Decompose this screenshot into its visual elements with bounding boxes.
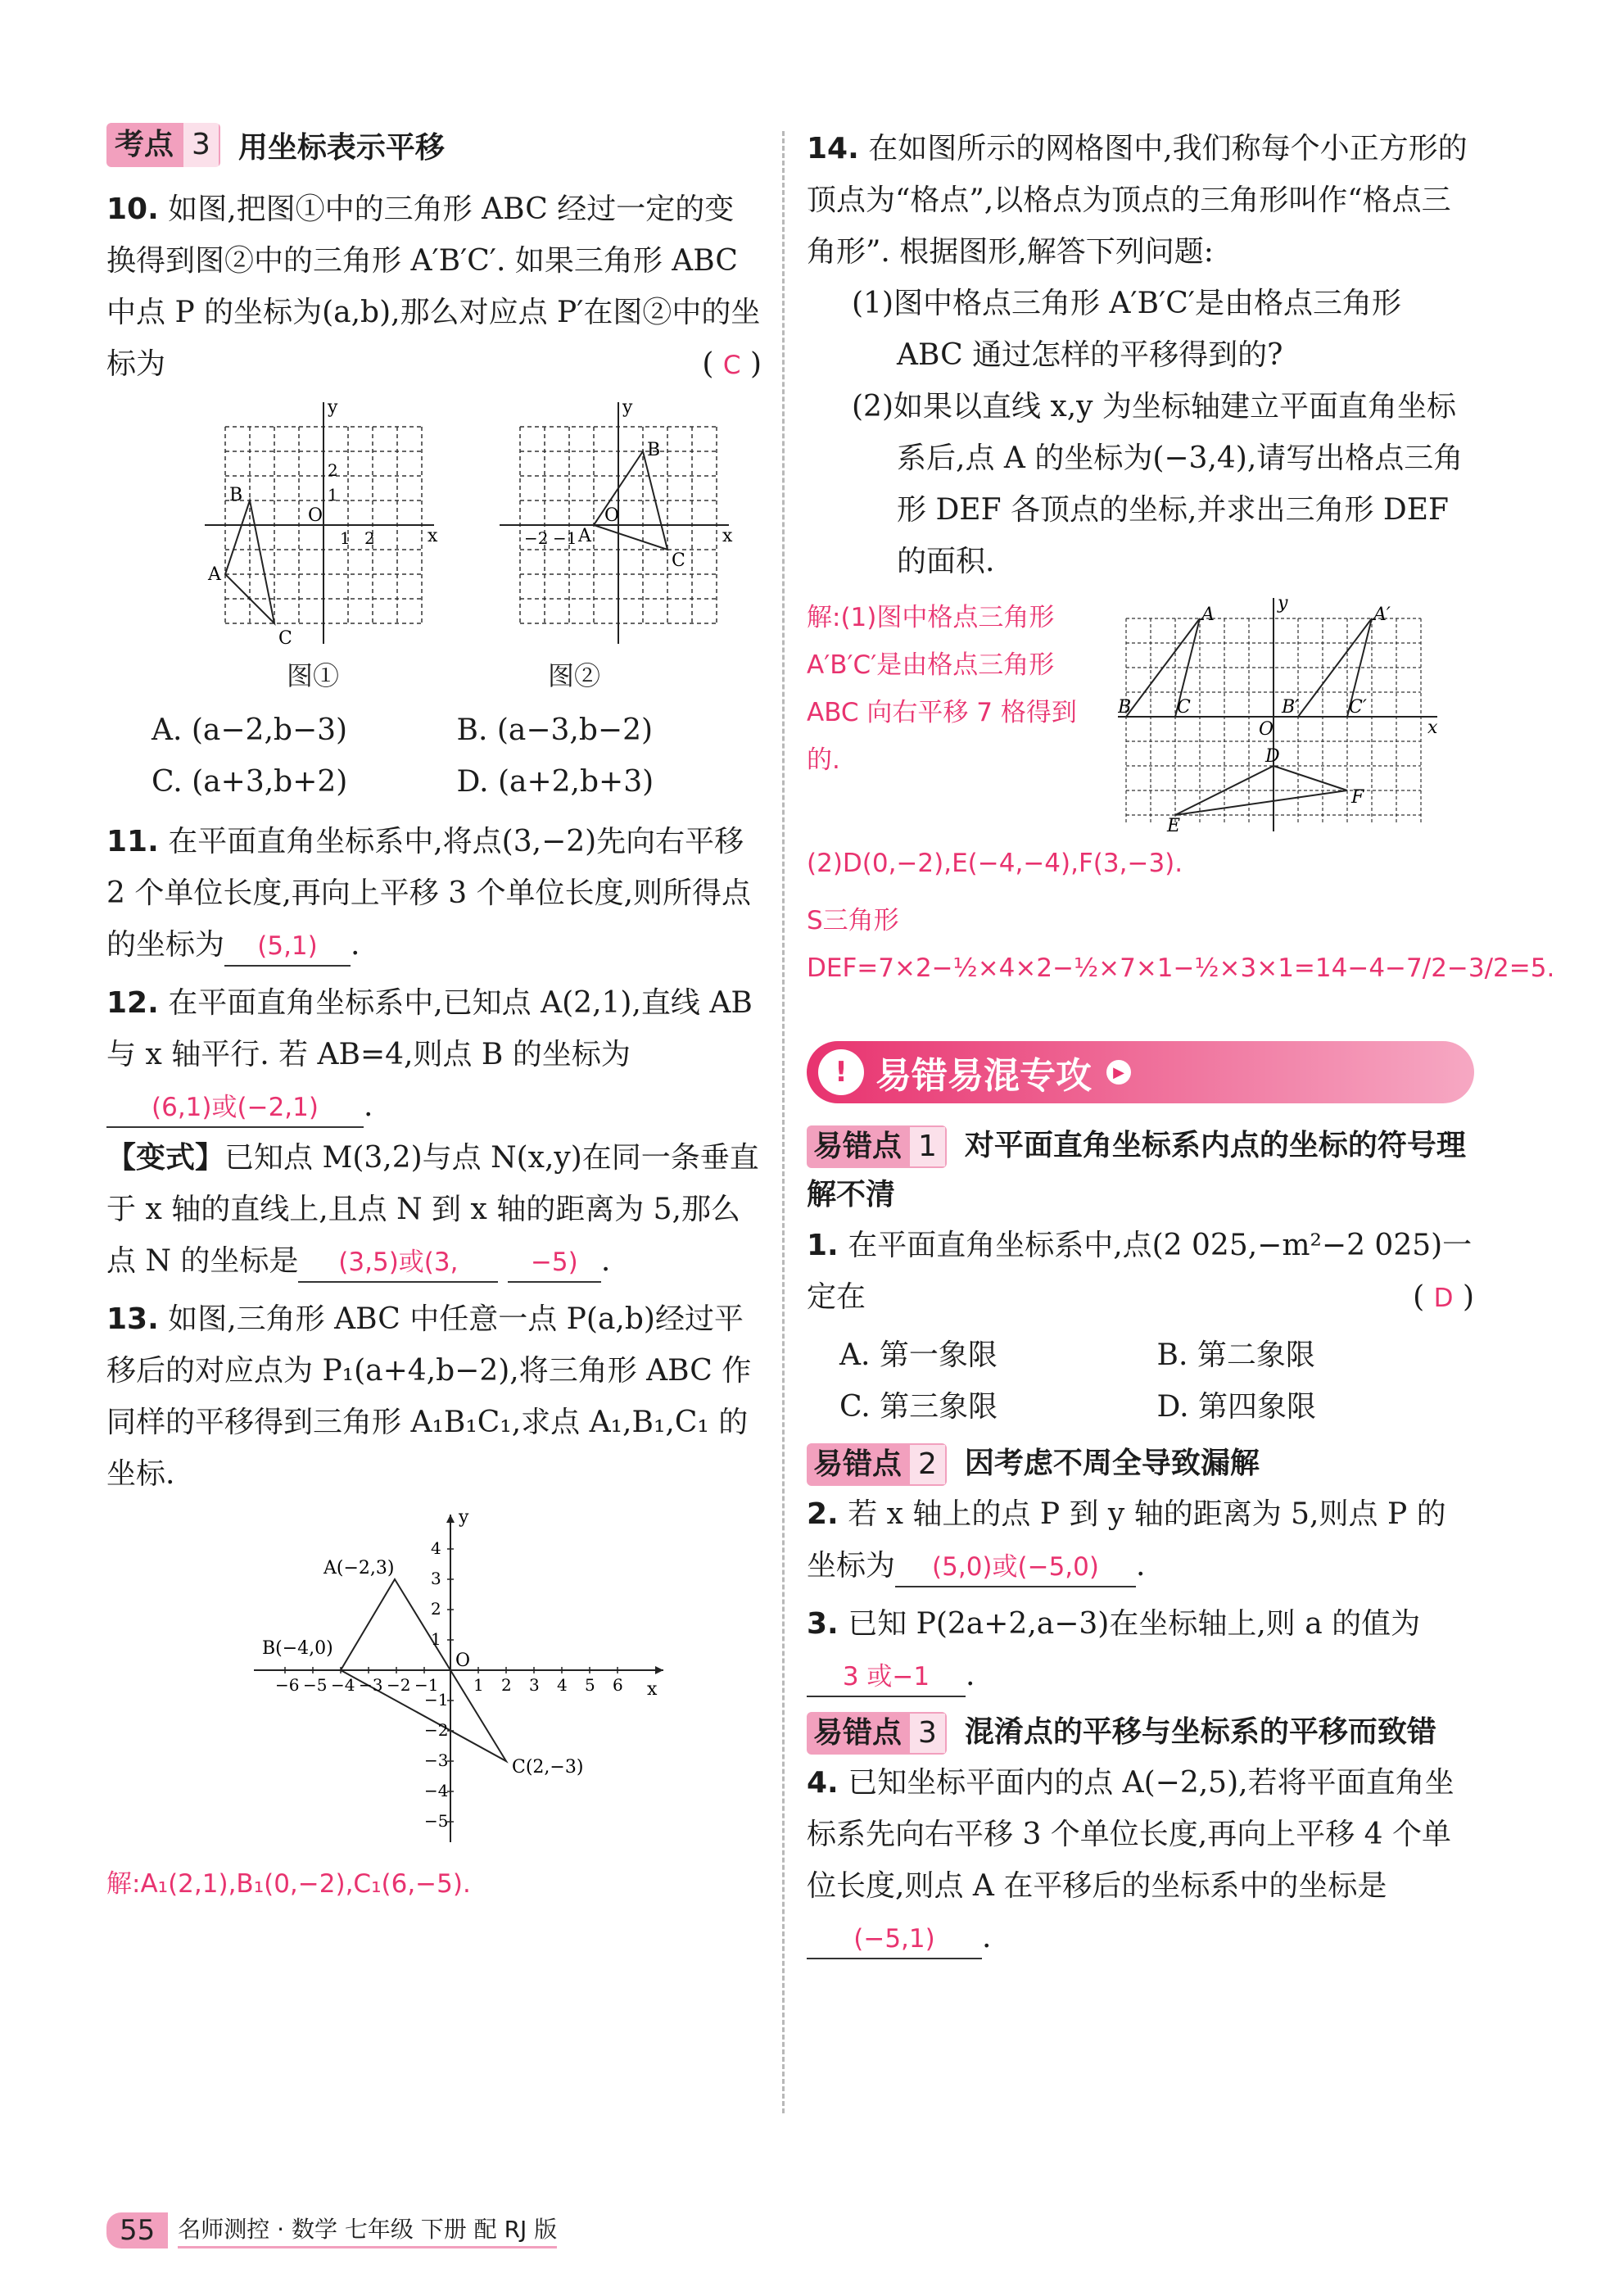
q10-option-c: C. (a+3,b+2)	[152, 765, 348, 799]
q13-solution: 解:A₁(2,1),B₁(0,−2),C₁(6,−5).	[106, 1869, 471, 1899]
q10-number: 10.	[106, 192, 159, 226]
error-point-3-tag	[807, 1712, 947, 1755]
error-point-2-header	[807, 1439, 1474, 1488]
svg-text:A: A	[578, 526, 591, 546]
svg-text:−2: −2	[524, 528, 549, 548]
svg-text:C: C	[1177, 697, 1191, 718]
q12-end: .	[364, 1089, 373, 1123]
kaodian-tag	[106, 123, 220, 167]
eq4-number: 4.	[807, 1766, 839, 1800]
q13-origin-label: O	[455, 1651, 471, 1671]
svg-text:6: 6	[613, 1675, 623, 1695]
svg-text:−3: −3	[359, 1675, 383, 1695]
eq1-number: 1.	[807, 1229, 839, 1262]
svg-text:O: O	[308, 505, 323, 526]
right-column	[807, 123, 1555, 1970]
q12-variant-answer-1: (3,5)或(3,	[338, 1248, 459, 1277]
error-point-1-number: 1	[908, 1125, 947, 1168]
warning-icon: !	[818, 1049, 864, 1095]
svg-text:2: 2	[364, 528, 375, 548]
eq1-option-b: B. 第二象限	[1156, 1338, 1315, 1372]
svg-text:y: y	[622, 398, 633, 418]
q11-answer: (5,1)	[257, 931, 318, 961]
svg-text:O: O	[1259, 719, 1274, 740]
error-point-1-tag	[807, 1125, 947, 1168]
q10-options	[106, 704, 762, 808]
svg-text:O: O	[604, 505, 620, 526]
eq2-text: 若 x 轴上的点 P 到 y 轴的距离为 5,则点 P 的坐标为	[807, 1497, 1446, 1583]
q12-text: 在平面直角坐标系中,已知点 A(2,1),直线 AB 与 x 轴平行. 若 AB=4,则点 B 的坐标为	[106, 986, 753, 1071]
q11-text: 在平面直角坐标系中,将点(3,−2)先向右平移 2 个单位长度,再向上平移 3 个单位长度,则所得点的坐标为	[106, 825, 752, 962]
svg-text:y: y	[328, 398, 338, 418]
eq1-text: 在平面直角坐标系中,点(2 025,−m²−2 025)一定在	[807, 1229, 1473, 1314]
svg-text:F: F	[1351, 787, 1364, 808]
q13-number: 13.	[106, 1302, 159, 1336]
q14-solution-3: S三角形DEF=7×2−½×4×2−½×7×1−½×3×1=14−4−7/2−3/2=5.	[807, 906, 1555, 983]
svg-text:A: A	[1201, 605, 1215, 625]
error-point-3-label: 易错点	[807, 1712, 908, 1755]
page-number: 55	[106, 2212, 168, 2248]
svg-text:C: C	[672, 550, 685, 571]
q13-point-b-label: B(−4,0)	[262, 1638, 333, 1659]
error-section-title: 易错易混专攻	[875, 1055, 1092, 1097]
svg-text:C′: C′	[1349, 697, 1367, 718]
q10-fig2-caption: 图②	[548, 660, 601, 691]
column-divider	[782, 131, 785, 2113]
question-14	[807, 123, 1474, 587]
question-11	[106, 816, 762, 971]
q10-fig1-caption: 图①	[287, 660, 340, 691]
q10-option-d: D. (a+2,b+3)	[456, 765, 654, 799]
error-point-1-header	[807, 1121, 1474, 1220]
kaodian-label: 考点	[106, 123, 182, 167]
error-question-4: 4. 已知坐标平面内的点 A(−2,5),若将平面直角坐标系先向右平移 3 个单位长度,再向上平移 4 个单位长度,则点 A 在平移后的坐标系中的坐标是(−5,1) .	[807, 1757, 1474, 1963]
svg-text:C: C	[278, 628, 292, 649]
svg-text:−5: −5	[424, 1811, 449, 1831]
eq1-options	[807, 1329, 1474, 1433]
error-point-3-header	[807, 1708, 1474, 1757]
error-point-1-title: 对平面直角坐标系内点的坐标的符号理解不清	[807, 1129, 1466, 1211]
q10-answer: C	[722, 351, 741, 380]
q10-option-a: A. (a−2,b−3)	[152, 713, 348, 747]
q14-solution-2: (2)D(0,−2),E(−4,−4),F(3,−3).	[807, 849, 1183, 878]
svg-text:−6: −6	[275, 1675, 300, 1695]
svg-text:x: x	[1427, 718, 1438, 738]
eq4-text: 已知坐标平面内的点 A(−2,5),若将平面直角坐标系先向右平移 3 个单位长度,再向上平移 4 个单位长度,则点 A 在平移后的坐标系中的坐标是	[807, 1766, 1454, 1903]
q14-text: 在如图所示的网格图中,我们称每个小正方形的顶点为“格点”,以格点为顶点的三角形叫作“格点三角形”. 根据图形,解答下列问题:	[807, 132, 1468, 269]
svg-text:−1: −1	[424, 1690, 449, 1710]
eq2-answer: (5,0)或(−5,0)	[932, 1552, 1099, 1582]
error-point-2-number: 2	[908, 1443, 947, 1486]
eq3-answer: 3 或−1	[842, 1662, 930, 1691]
eq1-answer: D	[1433, 1284, 1454, 1313]
page-footer	[106, 2212, 557, 2248]
svg-text:1: 1	[328, 485, 338, 505]
q13-figure	[246, 1506, 672, 1850]
q10-text: 如图,把图①中的三角形 ABC 经过一定的变换得到图②中的三角形 A′B′C′. 如果三角形 ABC 中点 P 的坐标为(a,b),那么对应点 P′在图②中的坐标为	[106, 192, 761, 381]
svg-text:x: x	[722, 526, 733, 546]
svg-text:y: y	[1278, 594, 1288, 614]
eq3-text: 已知 P(2a+2,a−3)在坐标轴上,则 a 的值为	[848, 1607, 1421, 1641]
kaodian-number: 3	[182, 123, 220, 167]
eq4-answer: (−5,1)	[853, 1924, 935, 1954]
q11-number: 11.	[106, 825, 159, 858]
svg-text:E: E	[1167, 816, 1181, 836]
svg-text:4: 4	[431, 1538, 441, 1558]
q12-answer: (6,1)或(−2,1)	[152, 1093, 319, 1122]
q10-figure-1	[205, 398, 442, 652]
svg-text:−1: −1	[414, 1675, 439, 1695]
q14-grid-figure	[1118, 594, 1445, 840]
q10-option-b: B. (a−3,b−2)	[456, 713, 654, 747]
svg-text:1: 1	[473, 1675, 484, 1695]
question-10: 10. 如图,把图①中的三角形 ABC 经过一定的变换得到图②中的三角形 A′B′C′. 如果三角形 ABC 中点 P 的坐标为(a,b),那么对应点 P′在图②中的坐标为 ( C )	[106, 192, 762, 381]
question-12	[106, 977, 762, 1287]
q11-end: .	[351, 928, 360, 962]
svg-text:D: D	[1265, 746, 1280, 767]
svg-text:y: y	[459, 1507, 469, 1528]
error-point-2-tag	[807, 1443, 947, 1486]
error-point-2-title: 因考虑不周全导致漏解	[964, 1447, 1260, 1480]
svg-text:5: 5	[585, 1675, 595, 1695]
q13-point-a-label: A(−2,3)	[323, 1558, 395, 1578]
q12-variant-text: 已知点 M(3,2)与点 N(x,y)在同一条垂直于 x 轴的直线上,且点 N 到 x 轴的距离为 5,那么点 N 的坐标是	[106, 1141, 759, 1278]
kaodian-title: 用坐标表示平移	[238, 130, 445, 165]
svg-text:−2: −2	[387, 1675, 411, 1695]
eq3-number: 3.	[807, 1607, 839, 1641]
play-icon: ▶	[1106, 1060, 1131, 1085]
svg-text:2: 2	[431, 1599, 441, 1619]
left-column	[106, 123, 762, 1908]
error-point-3-title: 混淆点的平移与坐标系的平移而致错	[964, 1715, 1436, 1749]
error-section-banner	[807, 1041, 1474, 1103]
svg-text:x: x	[647, 1679, 658, 1700]
svg-text:1: 1	[431, 1629, 441, 1649]
q13-point-c-label: C(2,−3)	[512, 1757, 584, 1777]
svg-text:−5: −5	[303, 1675, 328, 1695]
svg-text:1: 1	[340, 528, 351, 548]
error-question-3: 3. 已知 P(2a+2,a−3)在坐标轴上,则 a 的值为3 或−1 .	[807, 1598, 1474, 1701]
error-point-3-number: 3	[908, 1712, 947, 1755]
svg-text:3: 3	[529, 1675, 540, 1695]
q14-solution-1: 解:(1)图中格点三角形 A′B′C′是由格点三角形 ABC 向右平移 7 格得到的.	[807, 603, 1077, 775]
q13-text: 如图,三角形 ABC 中任意一点 P(a,b)经过平移后的对应点为 P₁(a+4,b−2),将三角形 ABC 作同样的平移得到三角形 A₁B₁C₁,求点 A₁,B₁,C₁ 的坐标.	[106, 1302, 752, 1491]
q14-part-2: (2)如果以直线 x,y 为坐标轴建立平面直角坐标系后,点 A 的坐标为(−3,4),请写出格点三角形 DEF 各顶点的坐标,并求出三角形 DEF 的面积.	[852, 390, 1464, 578]
svg-text:A′: A′	[1373, 605, 1391, 625]
q12-variant-answer-2: −5)	[530, 1248, 578, 1277]
svg-text:−1: −1	[553, 528, 577, 548]
eq2-number: 2.	[807, 1497, 839, 1531]
svg-text:B: B	[647, 440, 661, 460]
eq1-option-a: A. 第一象限	[839, 1338, 998, 1372]
error-question-1: 1. 在平面直角坐标系中,点(2 025,−m²−2 025)一定在 ( D )	[807, 1229, 1474, 1314]
svg-text:B: B	[1118, 697, 1132, 718]
q10-figures	[205, 398, 762, 652]
q14-solution-area	[807, 594, 1474, 840]
svg-text:−4: −4	[424, 1781, 449, 1800]
q12-number: 12.	[106, 986, 159, 1020]
svg-text:4: 4	[557, 1675, 568, 1695]
q10-figure-2	[500, 398, 737, 652]
kaodian-header	[106, 123, 762, 167]
svg-text:2: 2	[328, 460, 338, 480]
svg-text:3: 3	[431, 1569, 441, 1588]
question-13	[106, 1293, 762, 1500]
footer-text: 名师测控 · 数学 七年级 下册 配 RJ 版	[178, 2212, 557, 2248]
eq1-option-d: D. 第四象限	[1156, 1390, 1316, 1424]
error-point-2-label: 易错点	[807, 1443, 908, 1486]
svg-text:A: A	[208, 564, 221, 585]
svg-text:−2: −2	[424, 1720, 449, 1740]
svg-text:−4: −4	[331, 1675, 355, 1695]
error-point-1-label: 易错点	[807, 1125, 908, 1168]
error-question-2: 2. 若 x 轴上的点 P 到 y 轴的距离为 5,则点 P 的坐标为 (5,0)或(−5,0) .	[807, 1488, 1474, 1592]
svg-text:−3: −3	[424, 1750, 449, 1770]
svg-text:2: 2	[501, 1675, 512, 1695]
q12-variant-end: .	[600, 1244, 611, 1278]
svg-text:x: x	[428, 526, 438, 546]
svg-text:B: B	[229, 485, 243, 505]
q14-part-1: (1)图中格点三角形 A′B′C′是由格点三角形 ABC 通过怎样的平移得到的?	[852, 287, 1401, 372]
q12-variant-label: 【变式】	[106, 1141, 225, 1175]
eq1-option-c: C. 第三象限	[839, 1390, 998, 1424]
svg-text:B′: B′	[1282, 697, 1300, 718]
q14-number: 14.	[807, 132, 859, 165]
